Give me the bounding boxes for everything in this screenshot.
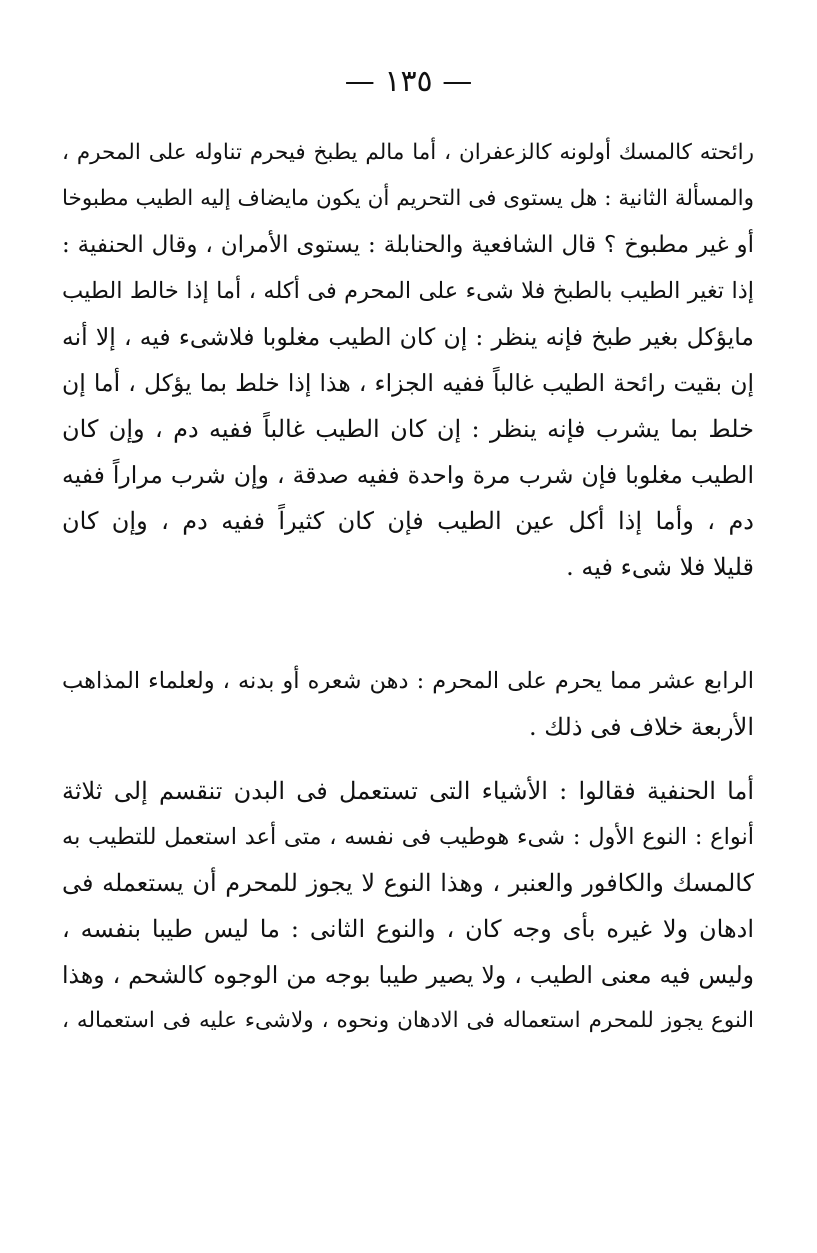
text-line: ادهان ولا غيره بأى وجه كان ، والنوع الثانى : ما ليس طيبا بنفسه ، (62, 915, 754, 943)
text-line: إذا تغير الطيب بالطبخ فلا شىء على المحرم فى أكله ، أما إذا خالط الطيب (62, 278, 754, 304)
page-number: — ١٣٥ — (344, 64, 473, 99)
paragraph-perfume-rulings (62, 130, 754, 590)
text-line: رائحته كالمسك أولونه كالزعفران ، أما مالم يطبخ فيحرم تناوله على المحرم ، (62, 140, 754, 165)
text-line: أو غير مطبوخ ؟ قال الشافعية والحنابلة : يستوى الأمران ، وقال الحنفية : (62, 232, 754, 258)
paragraph-fourteenth-prohibition (62, 658, 754, 750)
text-line: مايؤكل بغير طبخ فإنه ينظر : إن كان الطيب مغلوبا فلاشىء فيه ، إلا أنه (62, 323, 754, 351)
text-line: وليس فيه معنى الطيب ، ولا يصير طيبا بوجه من الوجوه كالشحم ، وهذا (62, 961, 754, 989)
paragraph-hanafi-view (62, 768, 754, 1044)
text-line: أما الحنفية فقالوا : الأشياء التى تستعمل فى البدن تنقسم إلى ثلاثة (62, 777, 754, 805)
text-line: خلط بما يشرب فإنه ينظر : إن كان الطيب غالباً ففيه دم ، وإن كان (62, 415, 754, 443)
text-line: أنواع : النوع الأول : شىء هوطيب فى نفسه ، متى أعد استعمل للتطيب به (62, 824, 754, 850)
text-line: الطيب مغلوبا فإن شرب مرة واحدة ففيه صدقة ، وإن شرب مراراً ففيه (62, 461, 754, 489)
text-line: إن بقيت رائحة الطيب غالباً ففيه الجزاء ، هذا إذا خلط بما يؤكل ، أما إن (62, 369, 754, 397)
text-line: دم ، وأما إذا أكل عين الطيب فإن كان كثيراً ففيه دم ، وإن كان (62, 507, 754, 535)
text-line: والمسألة الثانية : هل يستوى فى التحريم أن يكون مايضاف إليه الطيب مطبوخا (62, 186, 754, 211)
text-line: الأربعة خلاف فى ذلك . (529, 713, 754, 741)
text-line: كالمسك والكافور والعنبر ، وهذا النوع لا يجوز للمحرم أن يستعمله فى (62, 869, 754, 897)
text-line: الرابع عشر مما يحرم على المحرم : دهن شعره أو بدنه ، ولعلماء المذاهب (62, 668, 754, 694)
text-line: قليلا فلا شىء فيه . (566, 553, 754, 581)
text-line: النوع يجوز للمحرم استعماله فى الادهان ونحوه ، ولاشىء عليه فى استعماله ، (62, 1008, 754, 1033)
